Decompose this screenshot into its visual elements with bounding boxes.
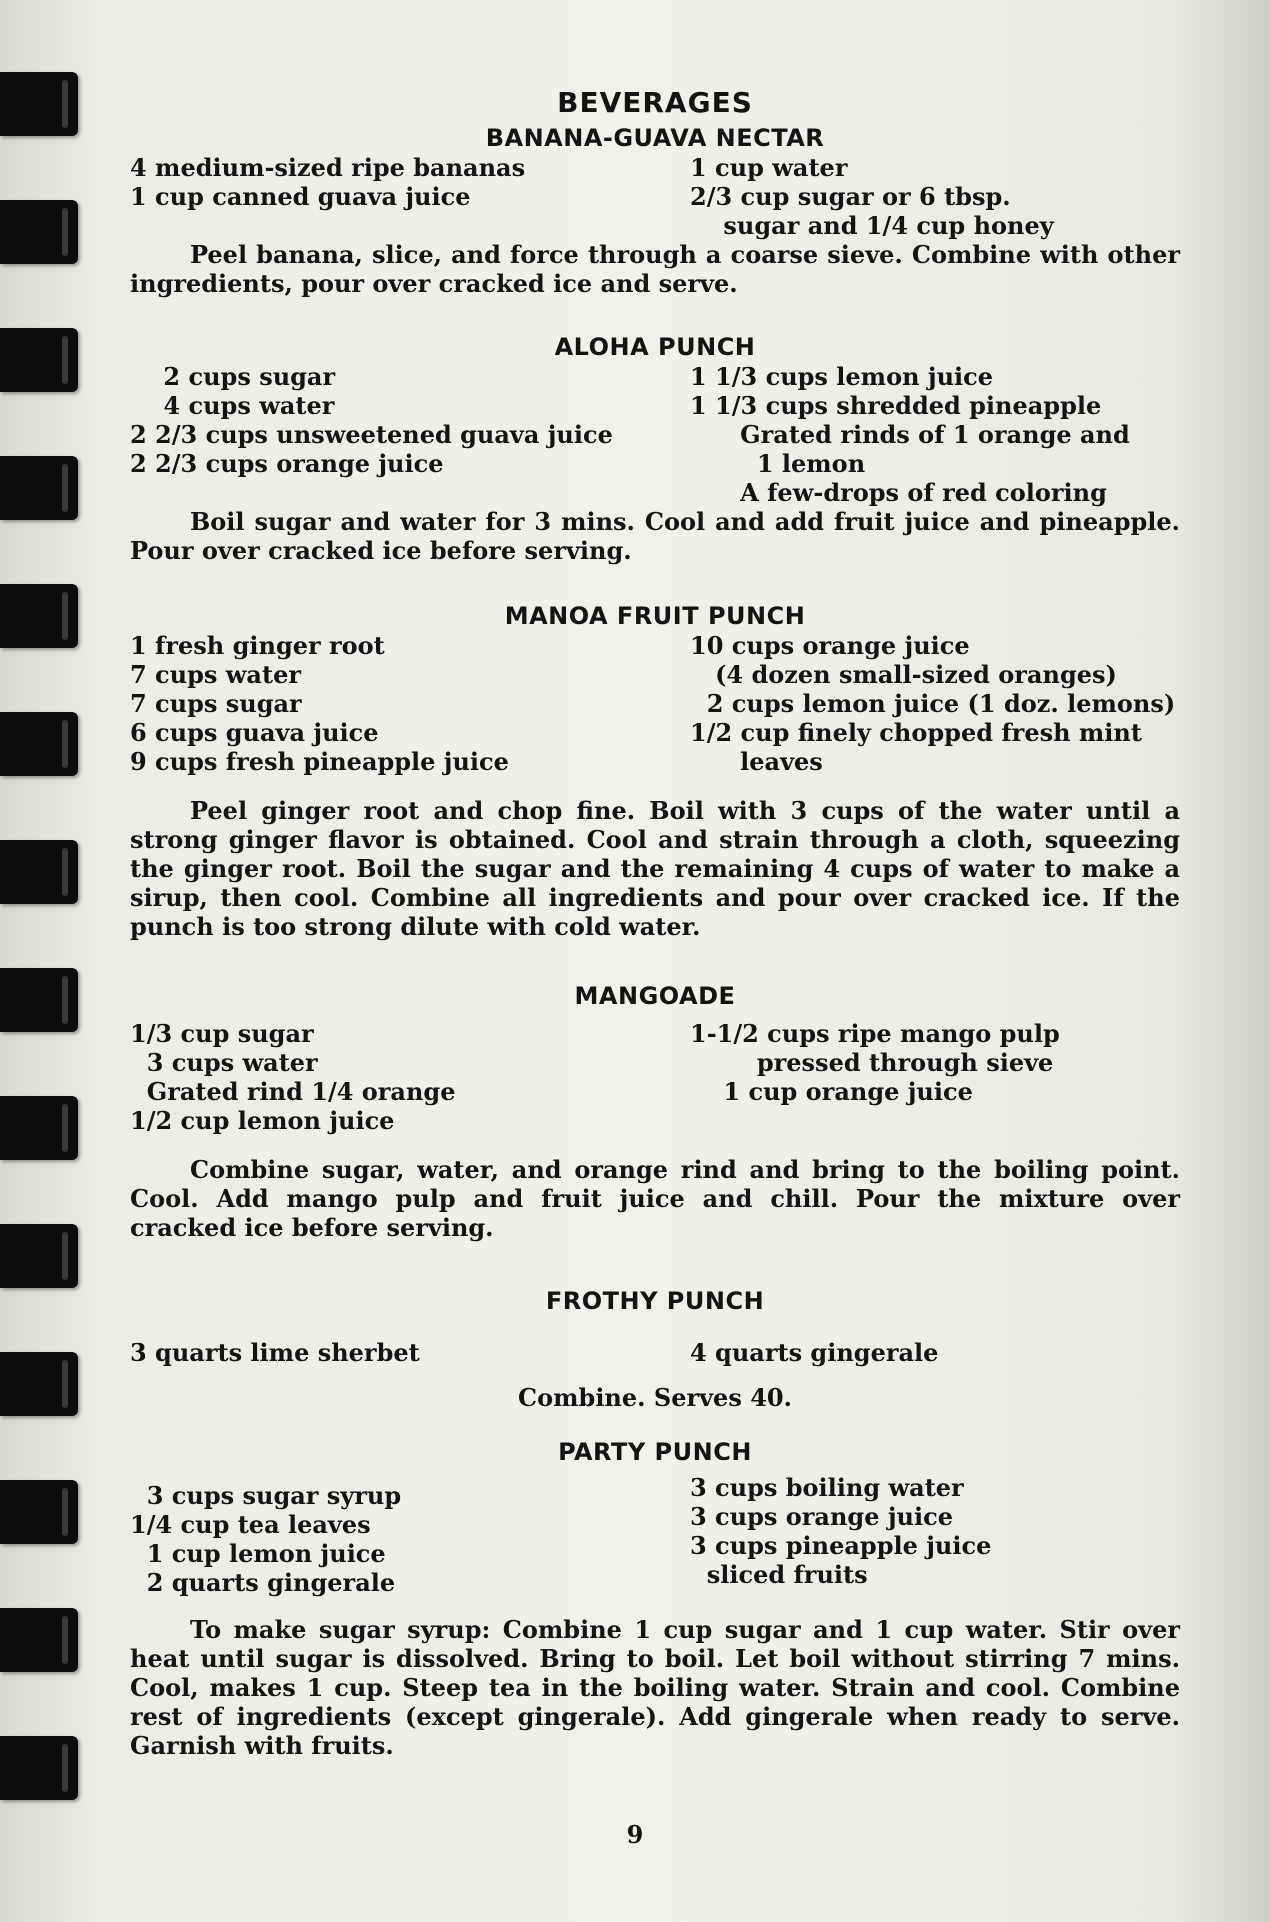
ingredients-right <box>690 1019 1180 1135</box>
directions: Boil sugar and water for 3 mins. Cool and add fruit juice and pineapple. Pour over cracked ice before serving. <box>130 507 1180 565</box>
ingredient: 1 cup water <box>690 153 848 182</box>
binding-ring <box>0 1480 78 1544</box>
recipe-title: MANGOADE <box>574 982 736 1010</box>
ingredients-right <box>690 631 1180 776</box>
ingredient: sliced fruits <box>690 1560 868 1589</box>
ingredient: leaves <box>690 747 823 776</box>
recipe-title: ALOHA PUNCH <box>554 333 756 361</box>
ingredients-left <box>130 631 690 776</box>
ingredient: Grated rind 1/4 orange <box>130 1077 456 1106</box>
ingredient: 2 2/3 cups orange juice <box>130 449 444 478</box>
ingredient: 7 cups sugar <box>130 689 302 718</box>
binding-ring <box>0 712 78 776</box>
ingredient-columns <box>130 362 1180 507</box>
ingredients-left <box>130 153 690 240</box>
recipe-section <box>130 332 1180 565</box>
ingredient: 3 cups boiling water <box>690 1473 964 1502</box>
recipe-title: MANOA FRUIT PUNCH <box>504 602 806 630</box>
page-number: 9 <box>626 1820 644 1849</box>
ingredient: 3 cups water <box>130 1048 318 1077</box>
recipe-title: FROTHY PUNCH <box>545 1287 765 1315</box>
ingredients-left <box>130 1338 690 1367</box>
recipe-section <box>130 601 1180 941</box>
ingredient: A few-drops of red coloring <box>690 478 1107 507</box>
ingredient: 1 fresh ginger root <box>130 631 385 660</box>
binding-ring <box>0 584 78 648</box>
ingredient: 10 cups orange juice <box>690 631 970 660</box>
ingredient: Grated rinds of 1 orange and <box>690 420 1130 449</box>
ingredient-columns <box>130 1338 1180 1367</box>
ingredient-columns <box>130 631 1180 776</box>
binding-ring <box>0 72 78 136</box>
ingredient: 1/2 cup lemon juice <box>130 1106 395 1135</box>
recipe-section <box>130 1286 1180 1413</box>
ingredient: 1-1/2 cups ripe mango pulp <box>690 1019 1060 1048</box>
ingredient: 1 lemon <box>690 449 866 478</box>
ingredient: 2 2/3 cups unsweetened guava juice <box>130 420 613 449</box>
binding-ring <box>0 200 78 264</box>
ingredient: pressed through sieve <box>690 1048 1054 1077</box>
binding-ring <box>0 968 78 1032</box>
ingredient: 3 quarts lime sherbet <box>130 1338 420 1367</box>
directions: Combine sugar, water, and orange rind and bring to the boiling point. Cool. Add mango pulp and fruit juice and chill. Pour the mixture over cracked ice before serving. <box>130 1155 1180 1242</box>
recipe-section <box>130 123 1180 298</box>
ingredient: (4 dozen small-sized oranges) <box>690 660 1117 689</box>
ingredient-columns <box>130 153 1180 240</box>
ingredient: sugar and 1/4 cup honey <box>690 211 1054 240</box>
ingredient: 1/4 cup tea leaves <box>130 1510 371 1539</box>
directions: Peel banana, slice, and force through a coarse sieve. Combine with other ingredients, pour over cracked ice and serve. <box>130 240 1180 298</box>
binding-ring <box>0 328 78 392</box>
directions: Combine. Serves 40. <box>518 1383 792 1412</box>
binding-ring <box>0 1352 78 1416</box>
recipe-section <box>130 1437 1180 1760</box>
ingredients-left <box>130 1473 690 1597</box>
ingredient: 7 cups water <box>130 660 301 689</box>
ingredient: 2 quarts gingerale <box>130 1568 396 1597</box>
recipe-title: BANANA-GUAVA NECTAR <box>485 124 825 152</box>
ingredient: 1/2 cup finely chopped fresh mint <box>690 718 1142 747</box>
binding-ring <box>0 840 78 904</box>
ingredients-right <box>690 1473 1180 1597</box>
ingredient: 3 cups pineapple juice <box>690 1531 992 1560</box>
page-title: BEVERAGES <box>557 86 753 119</box>
page-content <box>130 88 1180 1774</box>
directions: To make sugar syrup: Combine 1 cup sugar and 1 cup water. Stir over heat until sugar is dissolved. Bring to boil. Let boil without stirring 7 mins. Cool, makes 1 cup. Steep tea in the boiling water. Strain and cool. Combine rest of ingredients (except gingerale). Add gingerale when ready to serve. Garnish with fruits. <box>130 1615 1180 1760</box>
ingredients-right <box>690 153 1180 240</box>
ingredient: 1 cup orange juice <box>690 1077 973 1106</box>
binding-ring <box>0 1608 78 1672</box>
ingredient: 3 cups orange juice <box>690 1502 953 1531</box>
binding-ring <box>0 1736 78 1800</box>
ingredient: 4 quarts gingerale <box>690 1338 939 1367</box>
ingredient: 1 1/3 cups shredded pineapple <box>690 391 1102 420</box>
ingredient: 1 1/3 cups lemon juice <box>690 362 994 391</box>
ingredient: 3 cups sugar syrup <box>130 1481 402 1510</box>
binding-ring <box>0 1224 78 1288</box>
ingredient: 2 cups sugar <box>130 362 336 391</box>
ingredients-right <box>690 362 1180 507</box>
ingredient: 1/3 cup sugar <box>130 1019 314 1048</box>
ingredients-left <box>130 1019 690 1135</box>
ingredient: 6 cups guava juice <box>130 718 379 747</box>
ingredient-columns <box>130 1473 1180 1597</box>
binding-ring <box>0 456 78 520</box>
ingredient: 2 cups lemon juice (1 doz. lemons) <box>690 689 1176 718</box>
ingredient: 4 cups water <box>130 391 335 420</box>
ingredient: 4 medium-sized ripe bananas <box>130 153 526 182</box>
binding-ring <box>0 1096 78 1160</box>
recipe-title: PARTY PUNCH <box>558 1438 752 1466</box>
directions: Peel ginger root and chop fine. Boil with 3 cups of the water until a strong ginger flavor is obtained. Cool and strain through a cloth, squeezing the ginger root. Boil the sugar and the remaining 4 cups of water to make a sirup, then cool. Combine all ingredients and pour over cracked ice. If the punch is too strong dilute with cold water. <box>130 796 1180 941</box>
ingredient: 9 cups fresh pineapple juice <box>130 747 509 776</box>
ingredients-left <box>130 362 690 507</box>
ingredient: 1 cup canned guava juice <box>130 182 471 211</box>
ingredient: 1 cup lemon juice <box>130 1539 386 1568</box>
recipe-section <box>130 981 1180 1242</box>
ingredient-columns <box>130 1019 1180 1135</box>
ingredient: 2/3 cup sugar or 6 tbsp. <box>690 182 1011 211</box>
ingredients-right <box>690 1338 1180 1367</box>
